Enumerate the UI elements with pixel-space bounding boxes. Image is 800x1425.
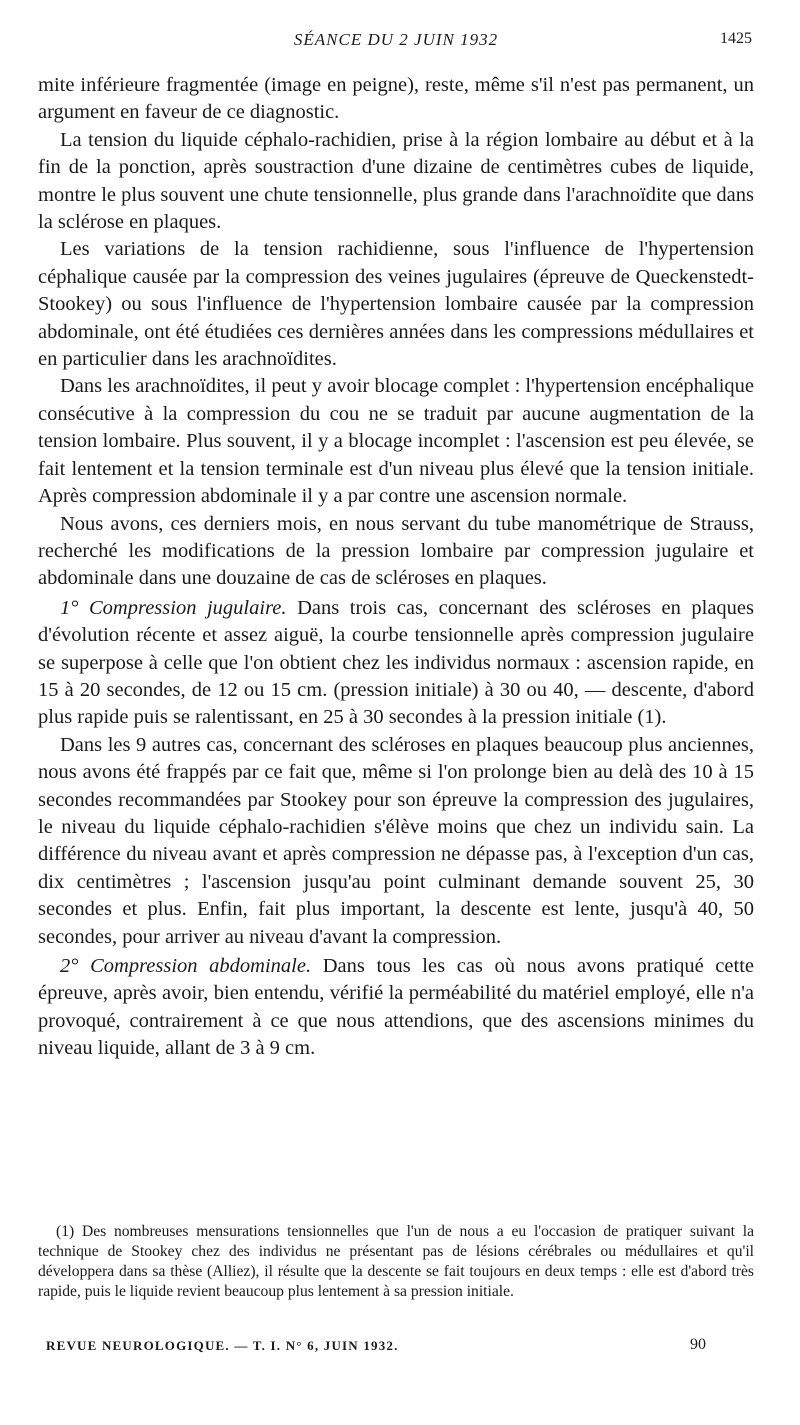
sheet-number: 90 [690, 1336, 706, 1353]
paragraph-text: La tension du liquide céphalo-rachidien, prise à la région lombaire au début et à la fin de la ponction, après soustraction d'une dizaine de centimètres cubes de liquide, montre le plus souvent une chute tensionnelle, plus grande dans l'arachnoïdite que dans la sclérose en plaques. [38, 128, 754, 234]
paragraph-text: Dans tous les cas où nous avons pratiqué cette épreuve, après avoir, bien entendu, vérifié la perméabilité du matériel employé, elle n'a provoqué, contrairement à ce que nous attendions, que des ascensions minimes du niveau liquide, allant de 3 à 9 cm. [38, 955, 754, 1060]
journal-reference: REVUE NEUROLOGIQUE. — T. I. N° 6, JUIN 1932. [46, 1338, 399, 1353]
paragraph [38, 373, 754, 510]
paragraph-text: Dans les arachnoïdites, il peut y avoir blocage complet : l'hypertension encéphalique consécutive à la compression du cou ne se traduit par aucune augmentation de la tension lombaire. Plus souvent, il y a blocage incomplet : l'ascension est peu élevée, se fait lentement et la tension terminale est d'un niveau plus élevé que la tension initiale. Après compression abdominale il y a par contre une ascension normale. [38, 375, 754, 508]
section-heading: 1° Compression jugulaire. [60, 596, 287, 619]
paragraph-text: Nous avons, ces derniers mois, en nous servant du tube manométrique de Strauss, recherché les modifications de la pression lombaire par compression jugulaire et abdominale dans une douzaine de cas de scléroses en plaques. [38, 512, 754, 590]
paragraph [38, 511, 754, 593]
paragraph-text: Dans trois cas, concernant des scléroses en plaques d'évolution récente et assez aiguë, la courbe tensionnelle après compression jugulaire se superpose à celle que l'on obtient chez les individus normaux : ascension rapide, en 15 à 20 secondes, de 12 ou 15 cm. (pression initiale) à 30 ou 40, — descente, d'abord plus rapide puis se ralentissant, en 25 à 30 secondes à la pression initiale (1). [38, 596, 755, 729]
paragraph-text: mite inférieure fragmentée (image en peigne), reste, même s'il n'est pas permanent, un argument en faveur de ce diagnostic. [38, 74, 754, 124]
section-paragraph-abdominal [38, 953, 754, 1063]
footnote: (1) Des nombreuses mensurations tensionnelles que l'un de nous a eu l'occasion de pratiquer suivant la technique de Stookey chez des individus ne présentant pas de lésions cérébrales ou médullaires et qu'il développera dans sa thèse (Alliez), il résulte que la descente se fait toujours en deux temps : elle est d'abord très rapide, puis le liquide revient beaucoup plus lentement à sa pression initiale. [38, 1223, 754, 1300]
paragraph [38, 127, 754, 237]
paragraph-text: Dans les 9 autres cas, concernant des scléroses en plaques beaucoup plus anciennes, nous avons été frappés par ce fait que, même si l'on prolonge bien au delà des 10 à 15 secondes recommandées par Stookey pour son épreuve la compression des jugulaires, le niveau du liquide céphalo-rachidien s'élève moins que chez un individu sain. La différence du niveau avant et après compression ne dépasse pas, à l'exception d'un cas, dix centimètres ; l'ascension jusqu'au point culminant demande souvent 25, 30 secondes et plus. Enfin, fait plus important, la descente est lente, jusqu'à 40, 50 secondes, pour arriver au niveau d'avant la compression. [38, 733, 754, 948]
page-number: 1425 [720, 30, 752, 47]
paragraph-text: Les variations de la tension rachidienne, sous l'influence de l'hypertension céphalique causée par la compression des veines jugulaires (épreuve de Queckenstedt-Stookey) ou sous l'influence de l'hypertension lombaire causée par la compression abdominale, ont été étudiées ces dernières années dans les compressions médullaires et en particulier dans les arachnoïdites. [38, 238, 754, 371]
section-heading: 2° Compression abdominale. [60, 955, 312, 977]
running-title: SÉANCE DU 2 JUIN 1932 [293, 30, 499, 49]
page-header [40, 30, 752, 54]
paragraph [38, 72, 754, 127]
section-paragraph-jugular [38, 595, 754, 732]
paragraph [38, 236, 754, 373]
paragraph [38, 732, 754, 951]
journal-footer [46, 1338, 706, 1360]
body-text [38, 72, 754, 1063]
